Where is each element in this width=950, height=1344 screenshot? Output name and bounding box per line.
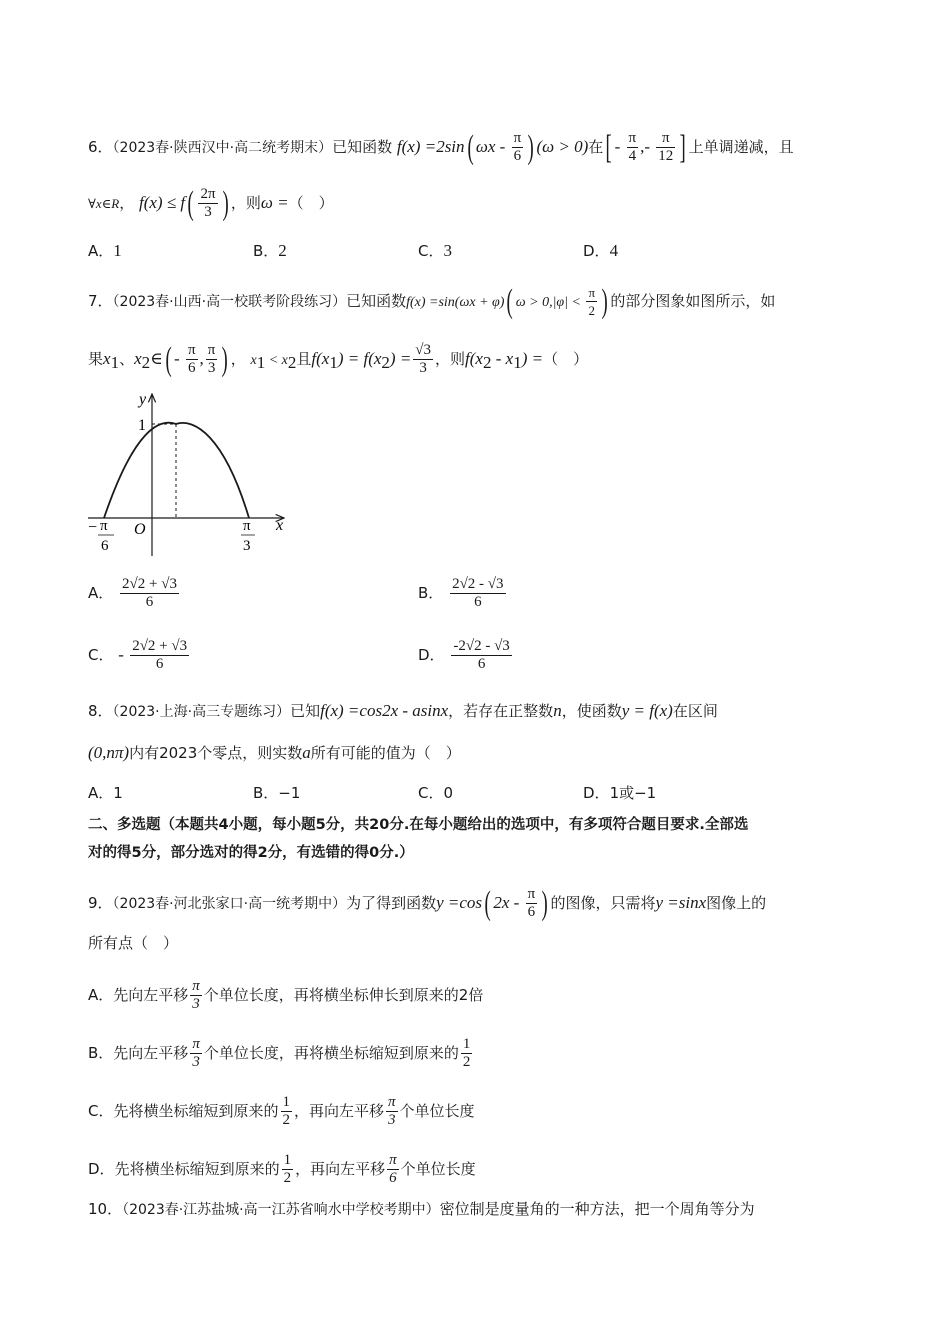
q7-stem-line1: 7．（2023春·山西·高一校联考阶段练习）已知函数f(x) =sin(ωx + φ)( ω > 0,|φ| < $\frac{\pi}{2}$ ) 的部分图象如图所示，如 (88, 282, 776, 320)
q7-option-a: A． $\frac{2√2 + √3}{6}$ (88, 576, 177, 610)
q9-stem-line1: 9．（2023春·河北张家口·高一统考期中）为了得到函数y =cos( 2x - $\frac{\pi}{6}$ ) 的图像，只需将y =sinx图像上的 (88, 884, 767, 922)
y-one-label: 1 (138, 417, 146, 434)
q7-stem-line2: 果$x_1$、$x_2\in$( - $\frac{\pi}{6}$ , $\frac{\pi}{3}$ ) ， $x_1 < x_2$且$f(x_1) = f(x_2)$ = $\frac{√3}{3}$ ，则$f(x_2 - x_1)$ =（ ） (88, 340, 589, 378)
origin-label: O (134, 521, 146, 538)
q9-source: （2023春·河北张家口·高一统考期中） (112, 896, 347, 912)
q6-stem-line2: ∀x∈R， f(x) ≤ f( $\frac{2\pi}{3}$ ) ，则ω =（ ） (88, 184, 334, 222)
section2-heading-line1: 二、多选题（本题共4小题，每小题5分，共20分.在每小题给出的选项中，有多项符合题目要求.全部选 (88, 817, 749, 833)
q7-source: （2023春·山西·高一校联考阶段练习） (112, 294, 347, 310)
q8-option-c: C．0 (418, 784, 454, 802)
right-tick-num: π (243, 518, 251, 534)
q8-stem-line2: (0,nπ)内有2023个零点，则实数a所有可能的值为（ ） (88, 743, 461, 762)
q7-sine-graph (84, 390, 294, 560)
q6-stem-line1: 6．（2023春·陕西汉中·高二统考期末）已知函数 f(x) =2sin( ωx - $\frac{\pi}{6}$ ) (ω > 0)在[ - $\frac{\pi}{4}$ ,- $\frac{\pi}{12}$ ] 上单调递减，且 (88, 128, 794, 166)
q6-option-b: B．2 (253, 241, 287, 260)
q6-option-a: A．1 (88, 241, 122, 260)
q9-option-c: C．先将横坐标缩短到原来的 $\frac{1}{2}$ ，再向左平移 $\frac{\pi}{3}$ 个单位长度 (88, 1094, 475, 1128)
q6-option-d: D．4 (583, 241, 619, 260)
q8-option-a: A．1 (88, 784, 123, 802)
q9-option-d: D．先将横坐标缩短到原来的 $\frac{1}{2}$ ，再向左平移 $\frac{\pi}{6}$ 个单位长度 (88, 1152, 476, 1186)
left-tick-sign: − (88, 519, 98, 536)
q10-stem-line1: 10．（2023春·江苏盐城·高一江苏省响水中学校考期中）密位制是度量角的一种方法，把一个周角等分为 (88, 1200, 755, 1218)
right-tick-den: 3 (243, 538, 251, 554)
y-axis-label: y (139, 391, 147, 408)
q8-stem-line1: 8．（2023·上海·高三专题练习）已知f(x) =cos2x - asinx，若存在正整数n，使函数y = f(x)在区间 (88, 701, 718, 720)
q8-option-d: D．1或−1 (583, 784, 657, 802)
q9-stem-line2: 所有点（ ） (88, 934, 179, 952)
q6-option-c: C．3 (418, 241, 452, 260)
q7-option-c: C． - $\frac{2√2 + √3}{6}$ (88, 638, 188, 672)
q7-option-b: B． $\frac{2√2 - √3}{6}$ (418, 576, 504, 610)
q8-source: （2023·上海·高三专题练习） (112, 704, 291, 720)
x-axis-label: x (276, 517, 284, 534)
left-tick-den: 6 (101, 538, 109, 554)
q8-option-b: B．−1 (253, 784, 301, 802)
section2-heading-line2: 对的得5分，部分选对的得2分，有选错的得0分.） (88, 845, 414, 861)
q9-option-b: B．先向左平移 $\frac{\pi}{3}$ 个单位长度，再将横坐标缩短到原来的 $\frac{1}{2}$ (88, 1036, 471, 1070)
q7-option-d: D． $\frac{-2√2 - √3}{6}$ (418, 638, 510, 672)
q9-option-a: A．先向左平移 $\frac{\pi}{3}$ 个单位长度，再将横坐标伸长到原来的2倍 (88, 978, 484, 1012)
q6-source: （2023春·陕西汉中·高二统考期末） (112, 140, 333, 156)
left-tick-num: π (100, 518, 108, 534)
q10-source: （2023春·江苏盐城·高一江苏省响水中学校考期中） (122, 1202, 440, 1218)
